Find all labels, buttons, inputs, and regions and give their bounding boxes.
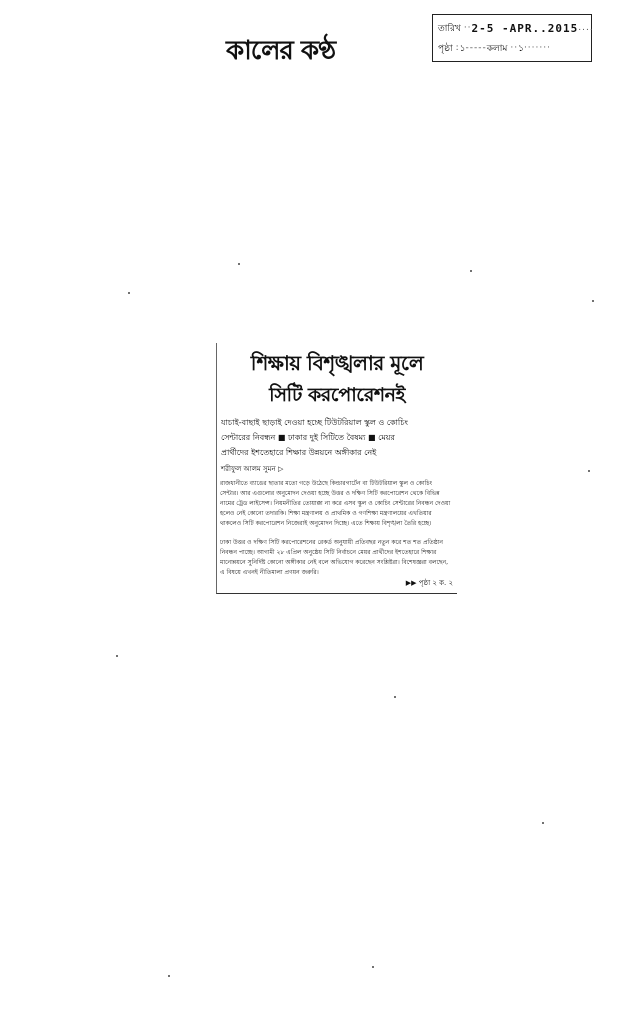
scan-speck [592, 300, 594, 302]
scan-speck [128, 292, 130, 294]
scan-speck [372, 966, 374, 968]
paragraph-line: হলেও নেই কোনো তদারকি। শিক্ষা মন্ত্রণালয় ও প্রাথমিক ও গণশিক্ষা মন্ত্রণালয়ের এখতিয়ার [220, 510, 432, 517]
scan-speck [168, 975, 170, 977]
stamp-date-row [438, 18, 594, 38]
clipping-stamp [432, 14, 592, 62]
subheadline [221, 415, 453, 460]
subheadline-line: যাচাই-বাছাই ছাড়াই দেওয়া হচ্ছে টিউটরিয়াল স্কুল ও কোচিং [221, 418, 408, 427]
paragraph-line: এ বিষয়ে এখনই নীতিমালা প্রণয়ন জরুরি। [220, 569, 319, 576]
news-clipping [216, 343, 457, 594]
stamp-dots: ·· [510, 43, 519, 53]
subheadline-line: প্রার্থীদের ইশতেহারে শিক্ষার উন্নয়নে অঙ্গীকার নেই [221, 448, 377, 457]
scan-speck [116, 655, 118, 657]
scan-speck [394, 696, 396, 698]
stamp-column-value: ১ [518, 43, 524, 54]
paragraph-line: নিবন্ধন পাচ্ছে। আগামী ২৮ এপ্রিল অনুষ্ঠেয় সিটি নির্বাচনে মেয়র প্রার্থীদের ইশতেহারে শিক্ষার [220, 549, 437, 556]
byline: শরীফুল আলম সুমন ▷ [221, 465, 284, 473]
stamp-dots: ······· [523, 43, 551, 53]
scan-speck [588, 470, 590, 472]
stamp-dots: ·· [463, 23, 472, 33]
newspaper-masthead: কালের কণ্ঠ [226, 36, 336, 66]
stamp-page-label: পৃষ্ঠা [438, 43, 453, 54]
headline-line-1: শিক্ষায় বিশৃঙ্খলার মূলে [250, 351, 424, 375]
scan-speck [542, 822, 544, 824]
stamp-page-row [438, 38, 586, 58]
paragraph-line: ঢাকা উত্তর ও দক্ষিণ সিটি করপোরেশনের রেকর্ড অনুযায়ী প্রতিবছর নতুন করে শত শত প্রতিষ্ঠান [220, 539, 443, 546]
paragraph-line: রাজধানীতে ব্যাঙের ছাতার মতো গড়ে উঠেছে কিন্ডারগার্টেন বা টিউটরিয়াল স্কুল ও কোচিং [220, 480, 433, 487]
stamp-dots: ----- [465, 43, 487, 53]
article-paragraph [220, 538, 454, 578]
stamp-dots: : [455, 43, 460, 53]
paragraph-line: নামের ট্রেড লাইসেন্স। নিয়মনীতির তোয়াক্কা না করে এসব স্কুল ও কোচিং সেন্টারের নিবন্ধন দেওয়া [220, 500, 451, 507]
scan-speck [238, 263, 240, 265]
paragraph-line: মানোন্নয়নে সুনির্দিষ্ট কোনো অঙ্গীকার নেই বলে অভিযোগ করেছেন সংশ্লিষ্টরা। বিশেষজ্ঞরা বলছেন, [220, 559, 449, 566]
continuation-note: ▶▶ পৃষ্ঠা ২ ক. ২ [405, 579, 453, 587]
paragraph-line: থাকলেও সিটি করপোরেশন নিজেরাই অনুমোদন দিচ্ছে। এতে শিক্ষায় বিশৃঙ্খলা তৈরি হচ্ছে। [220, 520, 432, 527]
subheadline-line: সেন্টারের নিবন্ধন ■ ঢাকার দুই সিটিতে বৈষম্য ■ মেয়র [221, 433, 395, 442]
stamp-page-value: ১ [459, 43, 466, 54]
scan-speck [470, 270, 472, 272]
article-paragraph [220, 479, 454, 529]
headline-line-2: সিটি করপোরেশনই [269, 384, 405, 406]
stamp-dots: .... [578, 23, 594, 33]
stamp-date-label: তারিখ [438, 23, 461, 34]
stamp-column-label: কলাম [486, 43, 508, 54]
paragraph-line: সেন্টার। আর এগুলোর অনুমোদন দেওয়া হচ্ছে উত্তর ও দক্ষিণ সিটি করপোরেশন থেকে বিভিন্ন [220, 490, 440, 497]
stamp-date-value: 2-5 -APR..2015 [471, 21, 579, 35]
